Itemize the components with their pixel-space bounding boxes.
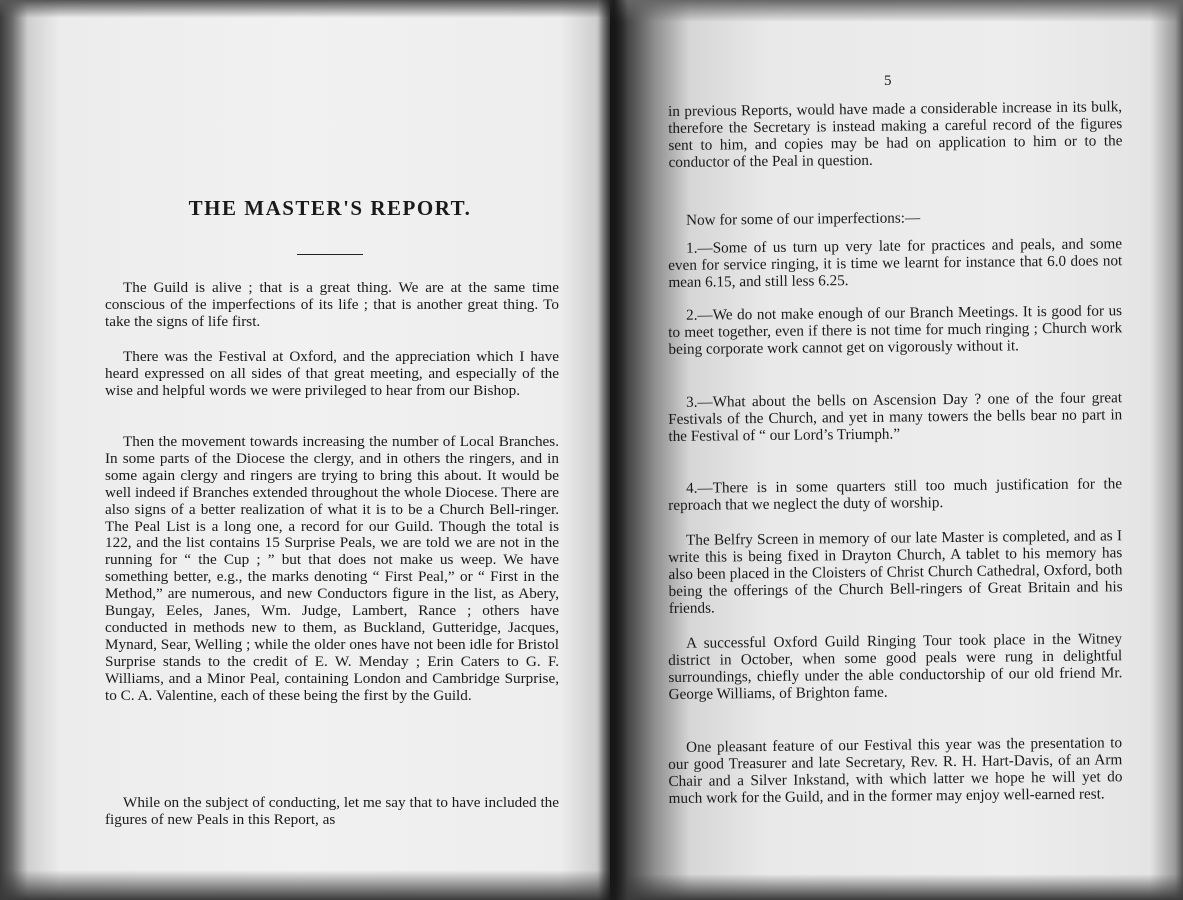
right-paragraph-5: 3.—What about the bells on Ascension Day ? one of the four great Festivals of the Church, and yet in many towers the bells bear no part in the Festival of “ our Lord’s Triumph.” [668,389,1123,445]
right-paragraph-6: 4.—There is in some quarters still too much justification for the reproach that we neglect the duty of worship. [668,475,1123,514]
left-paragraph-1: The Guild is alive ; that is a great thing. We are at the same time conscious of the imperfections of its life ; that is another great thing. To take the signs of life first. [105,279,559,330]
right-paragraph-1: in previous Reports, would have made a considerable increase in its bulk, therefore the Secretary is instead making a careful record of the figures sent to him, and copies may be had on application to him or to the conductor of the Peal in question. [667,98,1123,171]
page-number: 5 [884,73,892,89]
report-title: THE MASTER'S REPORT. [188,196,472,220]
right-paragraph-3: 1.—Some of us turn up very late for practices and peals, and some even for service ringing, it is time we learnt for instance that 6.0 does not mean 6.15, and still less 6.25. [668,235,1123,291]
left-paragraph-3: Then the movement towards increasing the number of Local Branches. In some parts of the Diocese the clergy, and in others the ringers, and in some again clergy and ringers are trying to bring this about. It would be well indeed if Branches extended throughout the whole Diocese. There are also signs of a better realization of what it is to be a Church Bell-ringer. The Peal List is a long one, a record for our Guild. Though the total is 122, and the list contains 15 Surprise Peals, we are told we are not in the running for “ the Cup ; ” but that does not make us weep. We have something better, e.g., the marks denoting “ First Peal,” or “ First in the Method,” are numerous, and new Conductors figure in the list, as Abery, Bungay, Eeles, Janes, Wm. Judge, Lambert, Rance ; others have conducted in methods new to them, as Buckland, Gutteridge, Jacques, Mynard, Sear, Welling ; while the older ones have not been idle for Bristol Surprise stands to the credit of E. W. Menday ; Erin Caters to G. F. Williams, and a Minor Peal, containing London and Cambridge Surprise, to C. A. Valentine, each of these being the first by the Guild. [105,433,559,704]
title-divider-rule [297,254,363,255]
right-paragraph-2: Now for some of our imperfections:— [685,209,921,229]
page-top-shadow [610,0,1183,22]
book-spine-gutter [598,0,628,900]
page-bottom-shadow [610,874,1183,900]
page-bottom-shadow [0,870,610,900]
left-paragraph-4: While on the subject of conducting, let me say that to have included the figures of new Peals in this Report, as [105,794,559,828]
left-paragraph-2: There was the Festival at Oxford, and the appreciation which I have heard expressed on all sides of that great meeting, and especially of the wise and helpful words we were privileged to hear from our Bishop. [105,348,559,399]
right-paragraph-7: The Belfry Screen in memory of our late Master is completed, and as I write this is being fixed in Drayton Church, A tablet to his memory has also been placed in the Cloisters of Christ Church Cathedral, Oxford, both being the offerings of the Church Bell-ringers of Great Britain and his friends. [668,527,1123,617]
right-paragraph-9: One pleasant feature of our Festival this year was the presentation to our good Treasurer and late Secretary, Rev. R. H. Hart-Davis, of an Arm Chair and a Silver Inkstand, with which latter we hope he will yet do much work for the Guild, and in the former may enjoy well-earned rest. [668,734,1123,807]
right-paragraph-4: 2.—We do not make enough of our Branch Meetings. It is good for us to meet together, even if there is not time for much ringing ; Church work being corporate work cannot get on vigorously without it. [668,302,1123,358]
page-top-shadow [0,0,610,18]
right-paragraph-8: A successful Oxford Guild Ringing Tour took place in the Witney district in October, when some good peals were rung in delightful surroundings, chiefly under the able conductorship of our old friend Mr. George Williams, of Brighton fame. [668,630,1123,703]
